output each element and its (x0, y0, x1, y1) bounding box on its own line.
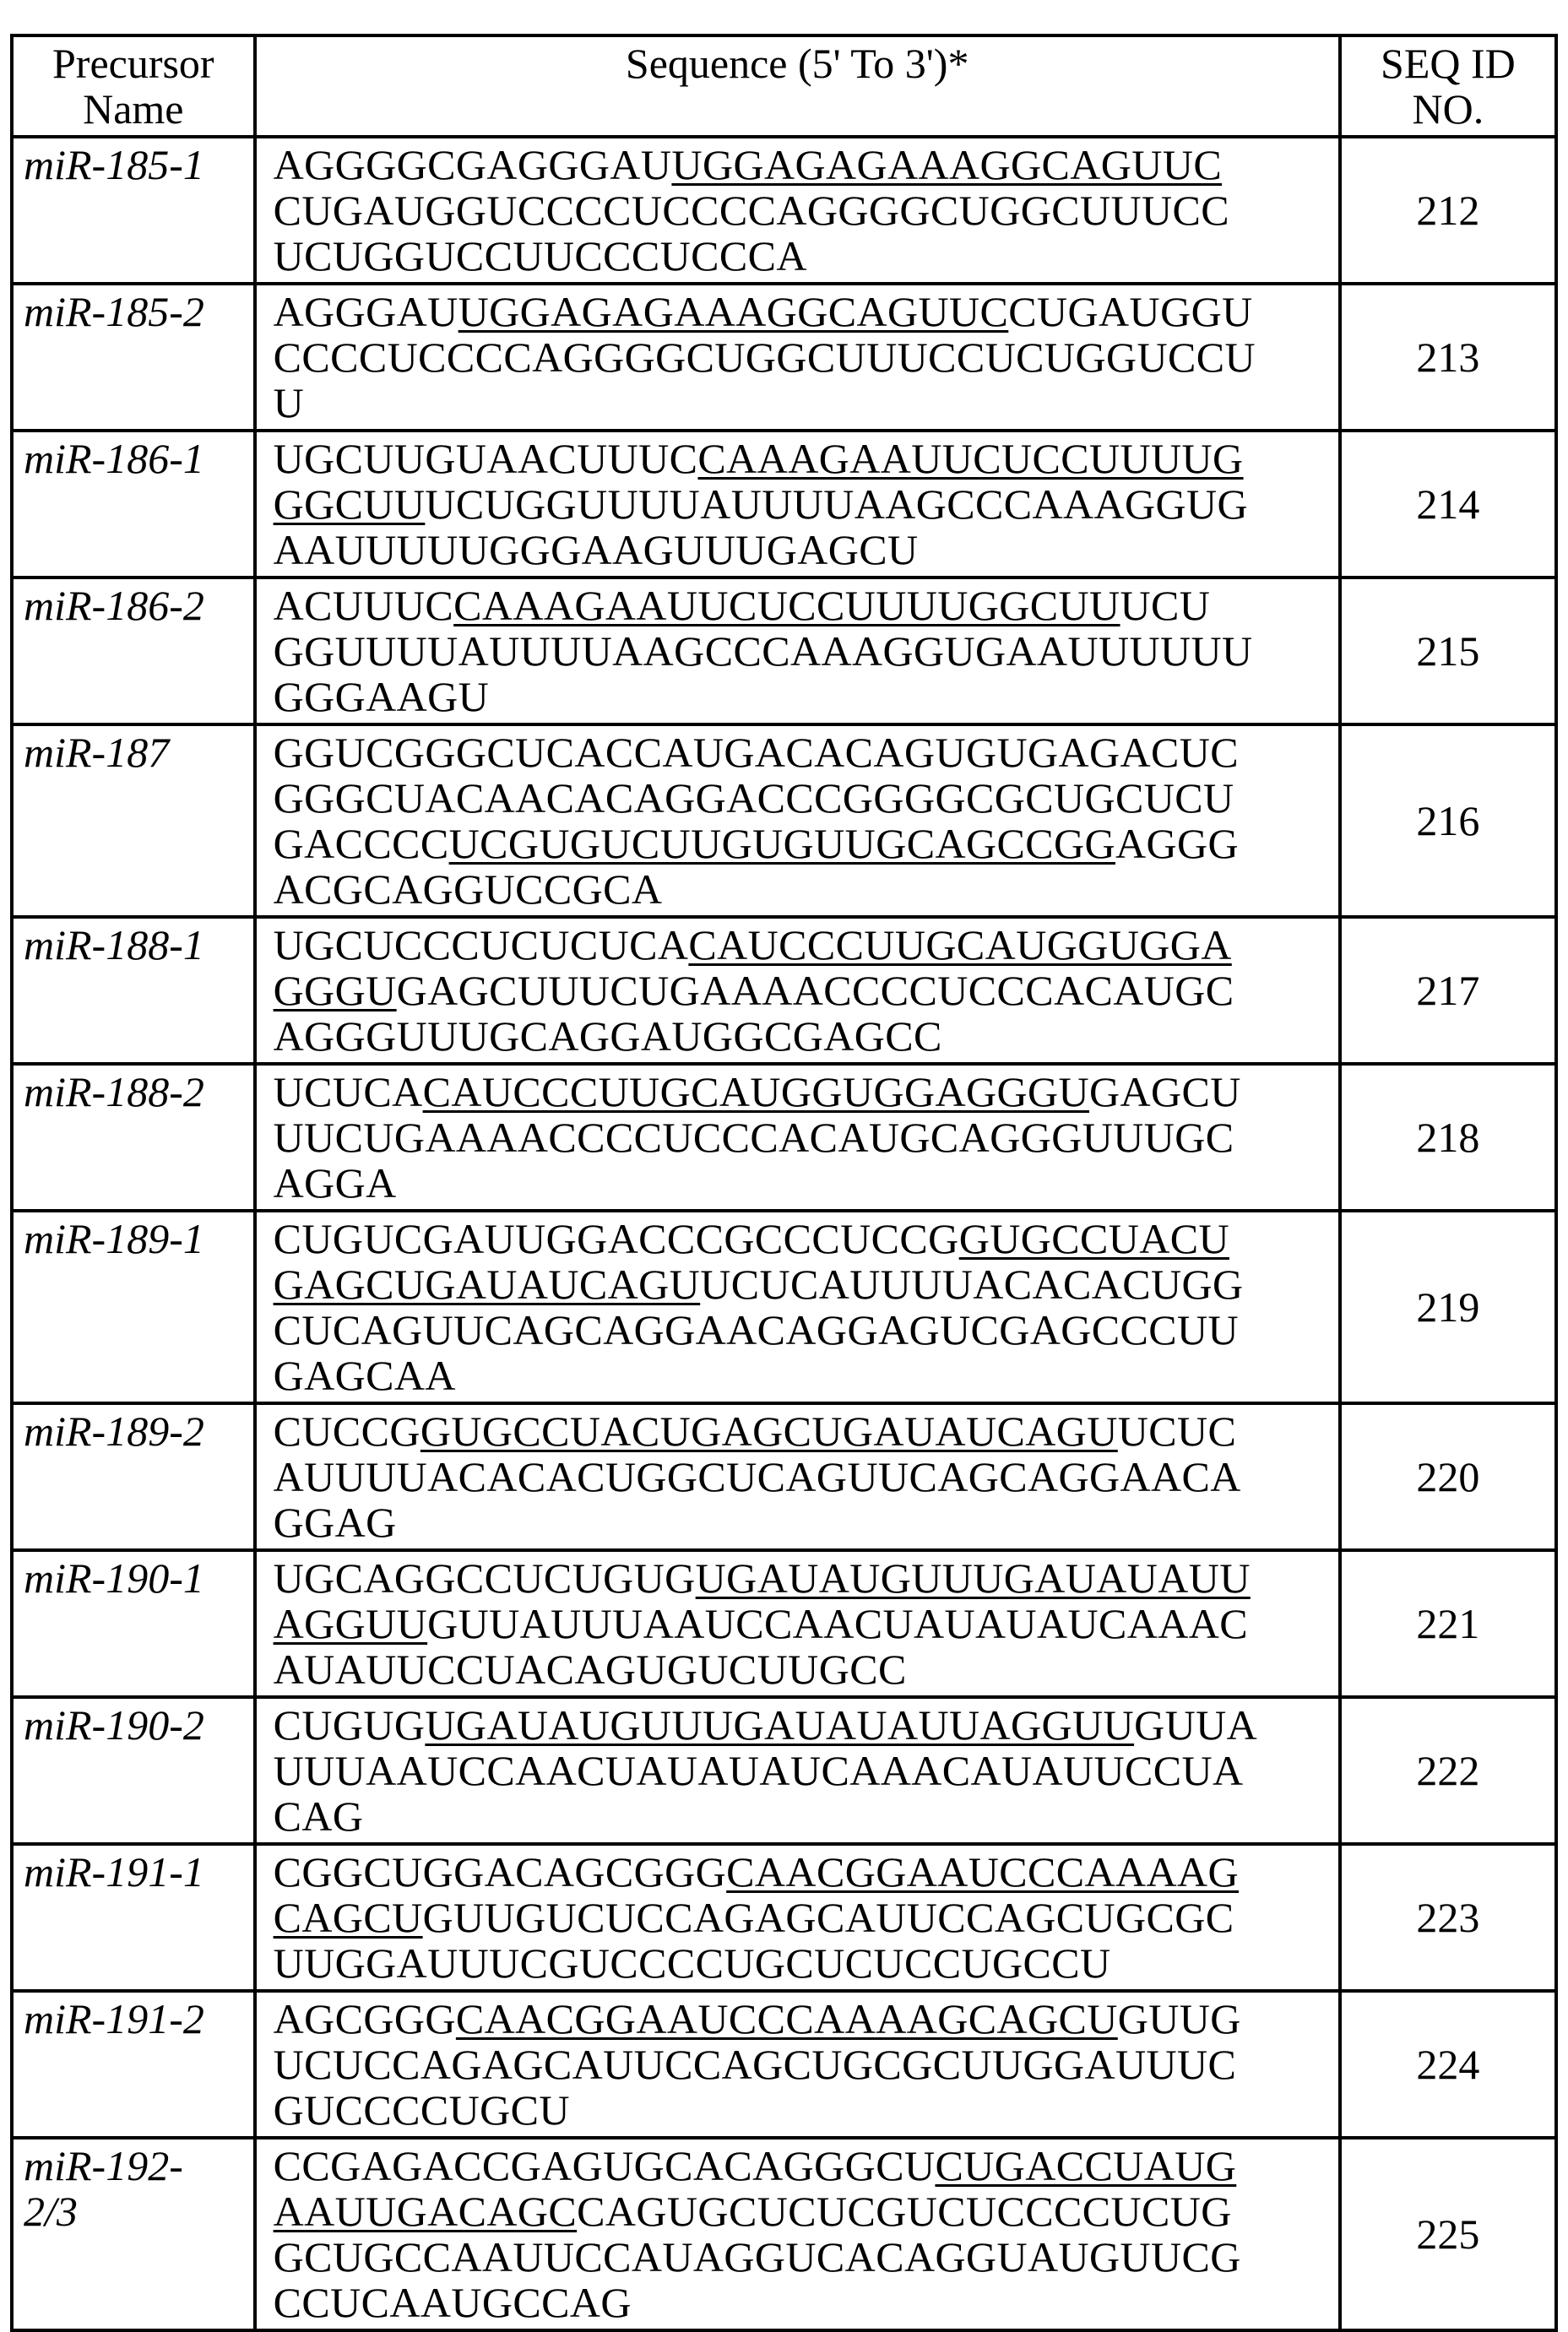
sequence-segment: GAGCAA (274, 1352, 456, 1399)
sequence-segment: AAUUUUUGGGAAGUUUGAGCU (274, 526, 919, 573)
mature-sequence-underlined: UCGUGUCUUGUGUUGCAGCCGG (449, 820, 1115, 867)
sequence-segment: CUGUG (274, 1701, 426, 1749)
seq-id-number: 216 (1340, 724, 1556, 917)
sequence-segment: GACCCC (274, 820, 449, 867)
header-precursor-name (12, 35, 255, 137)
table-body (12, 137, 1556, 2330)
sequence-segment: UCUGGUUUUAUUUUAAGCCCAAAGGUG (425, 480, 1248, 528)
mature-sequence-underlined: CAACGGAAUCCCAAAAGCAGCU (456, 1995, 1118, 2042)
sequence-segment: GAGCU (1089, 1068, 1241, 1115)
sequence-line (274, 1895, 1327, 1940)
seq-id-number: 223 (1340, 1844, 1556, 1991)
sequence-line (274, 1307, 1327, 1353)
sequence-segment: UCUCCAGAGCAUUCCAGCUGCGCUUGGAUUUC (274, 2041, 1237, 2088)
precursor-name: miR-187 (24, 729, 241, 775)
sequence-cell (255, 1550, 1340, 1697)
sequence-cell (255, 1844, 1340, 1991)
sequence-segment: AUAUUCCUACAGUGUCUUGCC (274, 1646, 907, 1693)
sequence-segment: UCUC (1118, 1407, 1237, 1455)
sequence-segment: AGGGGCGAGGGAU (274, 141, 672, 188)
seq-id-number: 220 (1340, 1403, 1556, 1550)
sequence-line (274, 380, 1327, 426)
mature-sequence-underlined: UGGAGAGAAAGGCAGUUC (671, 141, 1222, 188)
header-text: Name (25, 86, 241, 132)
sequence-line (274, 628, 1327, 674)
sequence-line (274, 233, 1327, 279)
table-row (12, 1991, 1556, 2138)
precursor-name-cell (12, 284, 255, 431)
mature-sequence-underlined: CAACGGAAUCCCAAAAG (726, 1848, 1239, 1895)
sequence-line (274, 481, 1327, 527)
seq-id-number: 213 (1340, 284, 1556, 431)
table-row (12, 1550, 1556, 1697)
precursor-name: miR-191-1 (24, 1849, 241, 1895)
sequence-line (274, 674, 1327, 719)
sequence-segment: AGGGAU (274, 288, 458, 335)
sequence-line (274, 1114, 1327, 1160)
sequence-segment: GUUA (1134, 1701, 1257, 1749)
sequence-segment: UGCUCCCUCUCUCA (274, 921, 689, 968)
sequence-line (274, 922, 1327, 968)
sequence-segment: GUUG (1118, 1995, 1241, 2042)
sequence-segment: UGCUUGUAACUUUC (274, 435, 698, 482)
precursor-name: miR-186-2 (24, 583, 241, 628)
sequence-line (274, 1996, 1327, 2042)
sequence-line (274, 2087, 1327, 2133)
table-row (12, 1403, 1556, 1550)
sequence-segment: CAGUGCUCUCGUCUCCCCUCUG (577, 2188, 1232, 2235)
sequence-segment: GGGAAGU (274, 673, 490, 720)
sequence-segment: AGGGUUUGCAGGAUGGCGAGCC (274, 1012, 942, 1060)
precursor-name: miR-185-2 (24, 289, 241, 334)
precursor-name-cell (12, 1403, 255, 1550)
sequence-segment: AUUUUACACACUGGCUCAGUUCAGCAGGAACA (274, 1453, 1241, 1500)
table-row (12, 431, 1556, 578)
sequence-segment: UCUGGUCCUUCCCUCCCA (274, 232, 807, 279)
sequence-line (274, 1500, 1327, 1545)
sequence-line (274, 775, 1327, 821)
sequence-cell (255, 724, 1340, 917)
mature-sequence-underlined: AAUUGACAGC (274, 2188, 578, 2235)
precursor-name-cell (12, 917, 255, 1064)
sequence-line (274, 968, 1327, 1013)
table-row (12, 284, 1556, 431)
sequence-segment: GUUGUCUCCAGAGCAUUCCAGCUGCGC (423, 1894, 1234, 1941)
precursor-name-cell (12, 2138, 255, 2330)
precursor-name-cell (12, 1550, 255, 1697)
sequence-line (274, 1353, 1327, 1398)
sequence-cell (255, 431, 1340, 578)
precursor-name: miR-188-1 (24, 922, 241, 968)
header-sequence: Sequence (5' To 3')* (255, 35, 1340, 137)
mature-sequence-underlined: CAUCCCUUGCAUGGUGGA (688, 921, 1231, 968)
precursor-name: miR-192- (24, 2143, 241, 2188)
sequence-line (274, 1601, 1327, 1646)
sequence-segment: GUCCCCUGCU (274, 2086, 570, 2134)
table-row (12, 2138, 1556, 2330)
sequence-cell (255, 578, 1340, 724)
seq-id-number: 214 (1340, 431, 1556, 578)
sequence-segment: ACUUUC (274, 582, 454, 629)
sequence-segment: UUGGAUUUCGUCCCCUGCUCUCCUGCCU (274, 1939, 1111, 1987)
sequence-segment: AGGG (1115, 820, 1239, 867)
sequence-segment: AGGA (274, 1159, 397, 1207)
seq-id-number: 218 (1340, 1064, 1556, 1211)
sequence-segment: UCUCA (274, 1068, 423, 1115)
sequence-cell (255, 1403, 1340, 1550)
precursor-name: miR-190-1 (24, 1555, 241, 1601)
sequence-segment: CUGUCGAUUGGACCCGCCCUCCG (274, 1215, 959, 1262)
mature-sequence-underlined: CAAAGAAUUCUCCUUUUG (697, 435, 1243, 482)
sequence-segment: GCUGCCAAUUCCAUAGGUCACAGGUAUGUUCG (274, 2233, 1241, 2280)
seq-id-number: 212 (1340, 137, 1556, 284)
mature-sequence-underlined: GGCUU (274, 480, 426, 528)
mature-sequence-underlined: GAGCUGAUAUCAGU (274, 1261, 701, 1308)
precursor-name: miR-188-2 (24, 1069, 241, 1114)
sequence-segment: UUUAAUCCAACUAUAUAUCAAACAUAUUCCUA (274, 1747, 1244, 1794)
mature-sequence-underlined: GUGCCUACU (959, 1215, 1229, 1262)
sequence-line (274, 527, 1327, 572)
mature-sequence-underlined: CAGCU (274, 1894, 423, 1941)
sequence-segment: AGCGGG (274, 1995, 456, 2042)
sequence-line (274, 2280, 1327, 2325)
precursor-name-cell (12, 1991, 255, 2138)
seq-id-number: 221 (1340, 1550, 1556, 1697)
mature-sequence-underlined: AGGUU (274, 1600, 428, 1647)
mature-sequence-underlined: GUGCCUACUGAGCUGAUAUCAGU (420, 1407, 1118, 1455)
mature-sequence-underlined: CAAAGAAUUCUCCUUUUGGCUU (453, 582, 1120, 629)
sequence-cell (255, 137, 1340, 284)
mature-sequence-underlined: UGAUAUGUUUGAUAUAUU (696, 1554, 1251, 1602)
sequence-line (274, 1216, 1327, 1261)
sequence-line (274, 583, 1327, 628)
mature-sequence-underlined: UGAUAUGUUUGAUAUAUUAGGUU (425, 1701, 1134, 1749)
mature-sequence-underlined: UGGAGAGAAAGGCAGUUC (458, 288, 1009, 335)
sequence-line (274, 1069, 1327, 1114)
seq-id-number: 219 (1340, 1211, 1556, 1403)
table-row (12, 1211, 1556, 1403)
sequence-line (274, 289, 1327, 334)
sequence-cell (255, 1991, 1340, 2138)
sequence-segment: U (274, 379, 305, 426)
sequence-segment: UCU (1120, 582, 1211, 629)
sequence-segment: GUUAUUUAAUCCAACUAUAUAUCAAAC (427, 1600, 1248, 1647)
sequence-line (274, 1408, 1327, 1454)
table-row (12, 1844, 1556, 1991)
sequence-line (274, 866, 1327, 912)
precursor-name: miR-191-2 (24, 1996, 241, 2042)
sequence-line (274, 1940, 1327, 1986)
sequence-line (274, 2042, 1327, 2087)
sequence-segment: CUCAGUUCAGCAGGAACAGGAGUCGAGCCCUU (274, 1306, 1239, 1353)
precursor-name-cell (12, 137, 255, 284)
sequence-cell (255, 284, 1340, 431)
sequence-line (274, 2234, 1327, 2280)
sequence-segment: CAG (274, 1792, 364, 1840)
sequence-segment: GGUCGGGCUCACCAUGACACAGUGUGAGACUC (274, 729, 1239, 776)
table-row (12, 1697, 1556, 1844)
sequence-segment: UUCUGAAAACCCCUCCCACAUGCAGGGUUUGC (274, 1114, 1234, 1161)
sequence-line (274, 1702, 1327, 1748)
sequence-line (274, 187, 1327, 233)
sequence-line (274, 1261, 1327, 1307)
table-header-row (12, 35, 1556, 137)
sequence-line (274, 436, 1327, 481)
precursor-sequence-table (10, 34, 1558, 2332)
seq-id-number: 225 (1340, 2138, 1556, 2330)
table-row (12, 917, 1556, 1064)
sequence-line (274, 729, 1327, 775)
sequence-segment: CUGAUGGU (1008, 288, 1252, 335)
sequence-segment: UGCAGGCCUCUGUG (274, 1554, 696, 1602)
sequence-segment: GGUUUUAUUUUAAGCCCAAAGGUGAAUUUUUU (274, 627, 1253, 675)
sequence-line (274, 1160, 1327, 1206)
precursor-name: miR-185-1 (24, 142, 241, 187)
header-text: SEQ ID (1354, 41, 1543, 86)
precursor-name-cell (12, 1211, 255, 1403)
sequence-cell (255, 1211, 1340, 1403)
sequence-segment: GAGCUUUCUGAAAACCCCUCCCACAUGC (397, 967, 1234, 1014)
header-text: NO. (1354, 86, 1543, 132)
sequence-line (274, 821, 1327, 866)
seq-id-number: 222 (1340, 1697, 1556, 1844)
seq-id-number: 217 (1340, 917, 1556, 1064)
sequence-segment: GGAG (274, 1499, 397, 1546)
seq-id-number: 215 (1340, 578, 1556, 724)
precursor-name-cell (12, 1844, 255, 1991)
mature-sequence-underlined: CUGACCUAUG (935, 2142, 1236, 2189)
sequence-line (274, 334, 1327, 380)
sequence-segment: CUCCG (274, 1407, 420, 1455)
precursor-name: miR-189-2 (24, 1408, 241, 1454)
sequence-segment: CCCCUCCCCAGGGGCUGGCUUUCCUCUGGUCCU (274, 334, 1256, 381)
sequence-line (274, 1849, 1327, 1895)
table-row (12, 724, 1556, 917)
mature-sequence-underlined: GGGU (274, 967, 397, 1014)
sequence-segment: UCUCAUUUUACACACUGG (700, 1261, 1243, 1308)
sequence-cell (255, 917, 1340, 1064)
precursor-name-cell (12, 431, 255, 578)
sequence-line (274, 1454, 1327, 1500)
sequence-line (274, 2143, 1327, 2188)
header-text: Precursor (25, 41, 241, 86)
table-row (12, 578, 1556, 724)
sequence-segment: ACGCAGGUCCGCA (274, 865, 663, 913)
precursor-name-cell (12, 578, 255, 724)
table-row (12, 137, 1556, 284)
seq-id-number: 224 (1340, 1991, 1556, 2138)
sequence-segment: CUGAUGGUCCCCUCCCCAGGGGCUGGCUUUCC (274, 187, 1229, 234)
sequence-line (274, 1013, 1327, 1059)
sequence-cell (255, 2138, 1340, 2330)
precursor-name: miR-189-1 (24, 1216, 241, 1261)
precursor-name: miR-190-2 (24, 1702, 241, 1748)
sequence-line (274, 142, 1327, 187)
precursor-name-cell (12, 724, 255, 917)
sequence-line (274, 1793, 1327, 1839)
sequence-segment: GGGCUACAACACAGGACCCGGGGCGCUGCUCU (274, 774, 1234, 822)
precursor-name-cell (12, 1064, 255, 1211)
precursor-name: miR-186-1 (24, 436, 241, 481)
sequence-cell (255, 1064, 1340, 1211)
header-seq-id (1340, 35, 1556, 137)
sequence-line (274, 1748, 1327, 1793)
sequence-cell (255, 1697, 1340, 1844)
sequence-line (274, 1555, 1327, 1601)
mature-sequence-underlined: CAUCCCUUGCAUGGUGGAGGGU (423, 1068, 1089, 1115)
sequence-segment: CCUCAAUGCCAG (274, 2279, 632, 2326)
sequence-segment: CGGCUGGACAGCGGG (274, 1848, 727, 1895)
sequence-line (274, 1646, 1327, 1692)
sequence-line (274, 2188, 1327, 2234)
precursor-name: 2/3 (24, 2188, 241, 2234)
table-row (12, 1064, 1556, 1211)
sequence-segment: CCGAGACCGAGUGCACAGGGCU (274, 2142, 936, 2189)
precursor-name-cell (12, 1697, 255, 1844)
